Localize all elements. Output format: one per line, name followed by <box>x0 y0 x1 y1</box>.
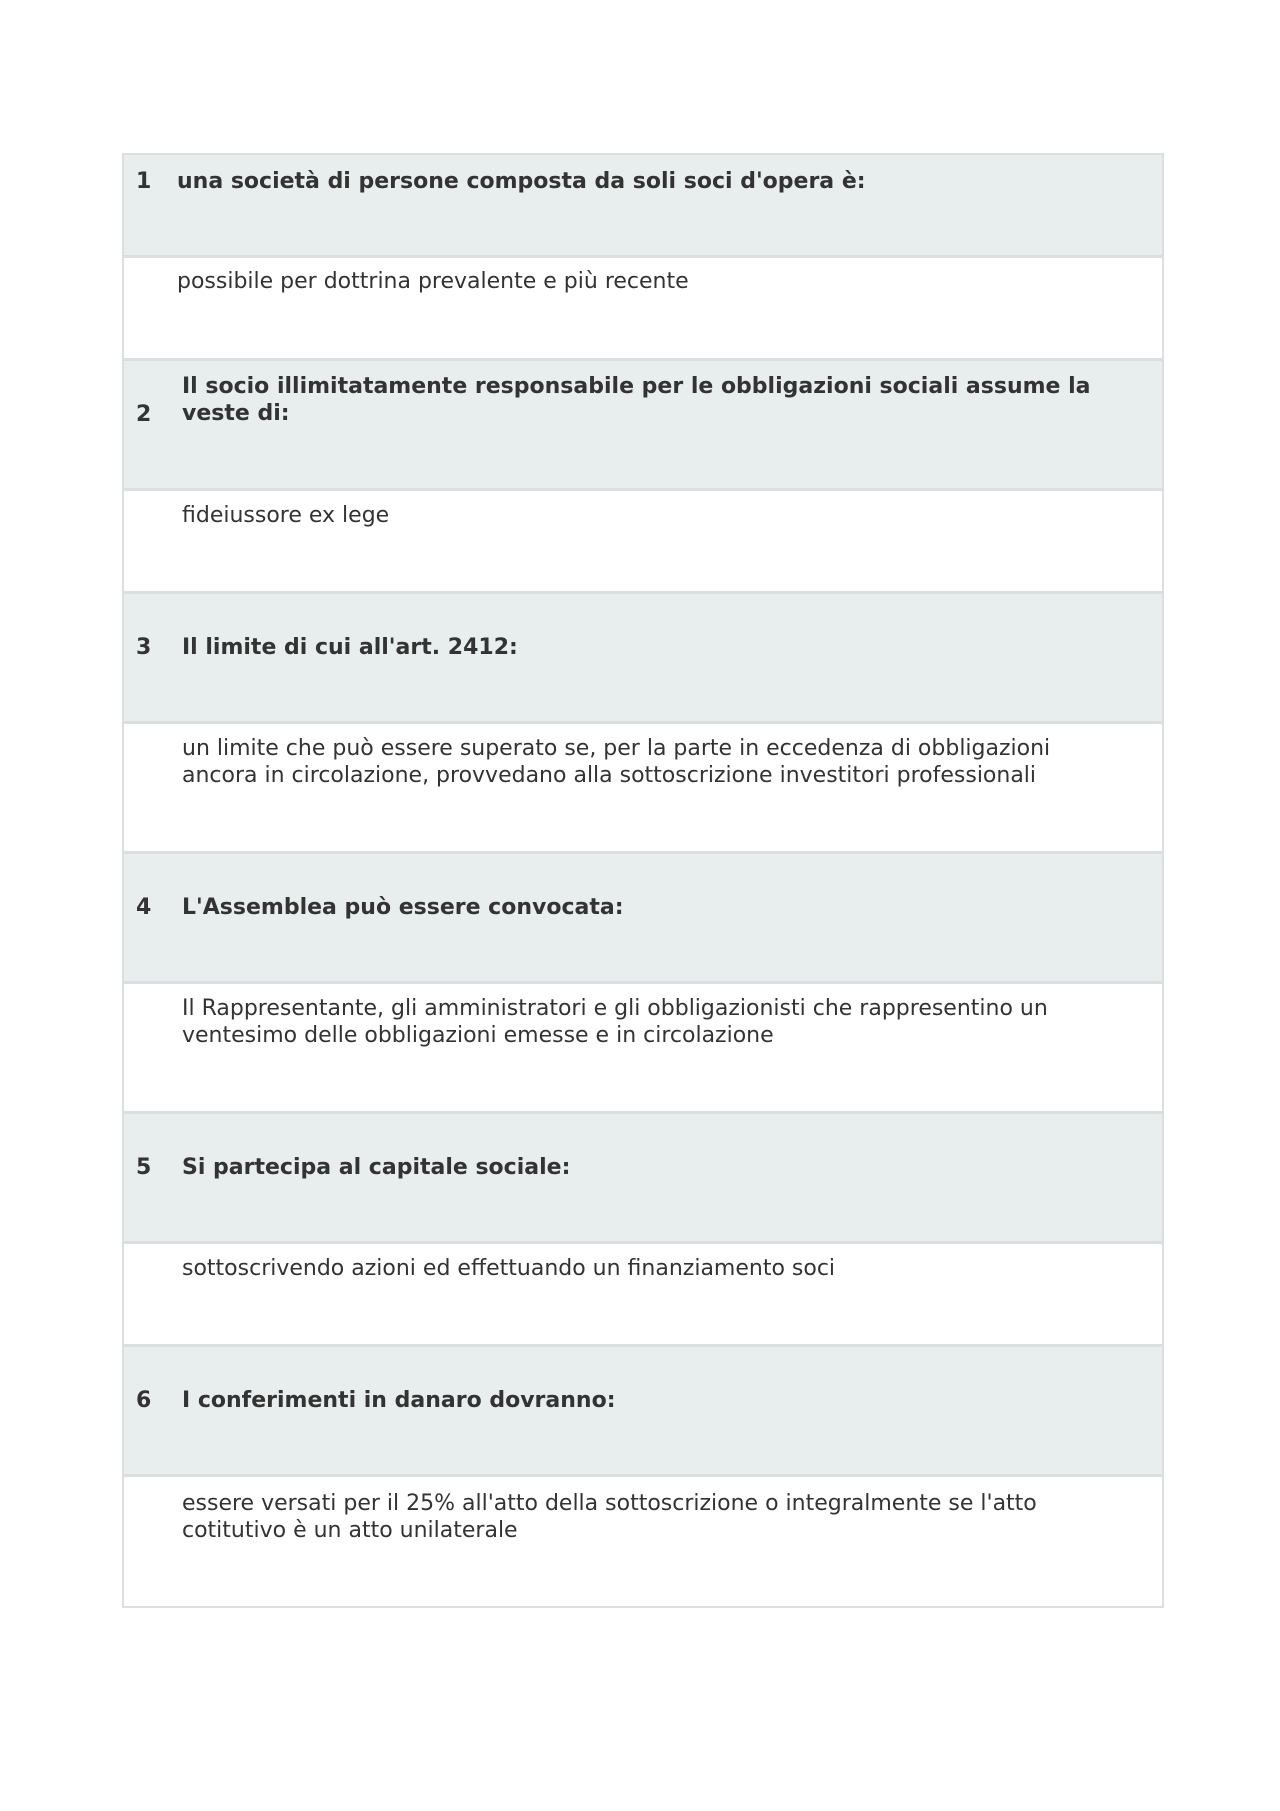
question-number: 3 <box>136 635 152 660</box>
qa-table <box>122 153 1164 1608</box>
answer-row <box>124 1244 1162 1347</box>
answer-row <box>124 724 1162 854</box>
question-text: una società di persone composta da soli soci d'opera è: <box>177 169 866 194</box>
answer-text: essere versati per il 25% all'atto della sottoscrizione o integralmente se l'atto cotitutivo è un atto unilaterale <box>182 1491 1037 1543</box>
answer-text: sottoscrivendo azioni ed effettuando un finanziamento soci <box>182 1256 836 1281</box>
answer-text: un limite che può essere superato se, per la parte in eccedenza di obbligazioni ancora in circolazione, provvedano alla sottoscrizione investitori professionali <box>182 736 1051 788</box>
answer-row <box>124 984 1162 1114</box>
answer-text: possibile per dottrina prevalente e più recente <box>177 269 689 294</box>
question-row <box>124 1347 1162 1477</box>
question-number: 6 <box>136 1388 152 1413</box>
answer-text: fideiussore ex lege <box>182 503 390 528</box>
answer-row <box>124 491 1162 594</box>
question-text: Il limite di cui all'art. 2412: <box>182 635 518 660</box>
question-row <box>124 594 1162 724</box>
question-row <box>124 361 1162 491</box>
question-row <box>124 1114 1162 1244</box>
answer-text: Il Rappresentante, gli amministratori e gli obbligazionisti che rappresentino un ventesimo delle obbligazioni emesse e in circolazione <box>182 996 1048 1048</box>
question-text: Il socio illimitatamente responsabile per le obbligazioni sociali assume la veste di: <box>182 374 1091 426</box>
question-text: Si partecipa al capitale sociale: <box>182 1155 571 1180</box>
question-number: 5 <box>136 1155 152 1180</box>
question-row <box>124 854 1162 984</box>
question-text: L'Assemblea può essere convocata: <box>182 895 624 920</box>
question-number: 2 <box>136 402 152 427</box>
answer-row <box>124 1477 1162 1606</box>
question-number: 1 <box>136 169 152 194</box>
answer-row <box>124 258 1162 361</box>
question-number: 4 <box>136 895 152 920</box>
question-row <box>124 155 1162 258</box>
question-text: I conferimenti in danaro dovranno: <box>182 1388 616 1413</box>
